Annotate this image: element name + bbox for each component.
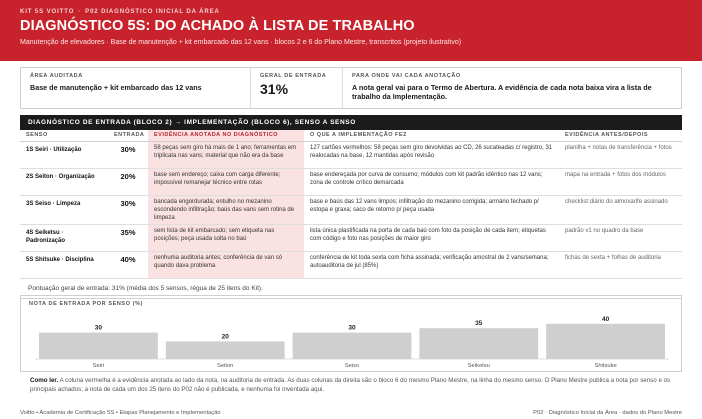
table-row [20,251,682,278]
chart-bar-seiri [39,333,158,359]
row-sense: 3S Seiso · Limpeza [20,195,108,224]
chart-category-label: Seiton [216,363,234,369]
table-row [20,224,682,251]
chart-category-label: Seiketsu [467,363,490,369]
col-implementation: O QUE A IMPLEMENTAÇÃO FEZ [304,130,559,141]
table-row [20,168,682,195]
row-implementation: 127 cartões vermelhos: 58 peças sem giro devolvidas ao CD, 26 sucateadas c/ registro, 31 realocadas na base, 12 mantidas após revisão [304,141,559,168]
row-implementation: base e baús das 12 vans limpos; infiltração do mezanino corrigida; armário fechado p/ estopa e graxa; saco de retorno p/ peça usada [304,195,559,224]
next-caption: PARA ONDE VAI CADA ANOTAÇÃO [352,73,461,79]
score-value: 31% [260,81,289,97]
chart-value-label: 30 [94,324,103,332]
next-cell [343,68,681,108]
table-header-row [20,130,682,141]
row-evidence: 58 peças sem giro há mais de 1 ano; ferramentas em triplicata nas vans; material que não era da base [148,141,304,168]
sense-table [20,130,682,279]
row-before-after: padrão v1 no quadro da base [559,224,682,251]
row-implementation: conferência de kit toda sexta com ficha assinada; verificação amostral de 2 vans/semana; autoauditoria de jul (85%) [304,251,559,278]
chart-category-label: Seiso [344,363,360,369]
chart-value-label: 20 [221,333,229,341]
row-before-after: fichas de sexta + folhas de auditoria [559,251,682,278]
chart-bar-shitsuke [546,324,665,359]
chart-bar-seiso [293,333,412,359]
chart-category-label: Shitsuke [594,363,617,369]
kit-label: KIT 5S VOITTO · P02 DIAGNÓSTICO INICIAL DA ÁREA [20,9,220,15]
row-implementation: lista única plastificada na porta de cada baú com foto da posição de cada item; etiquetas com código e foto nas posições de maior giro [304,224,559,251]
row-sense: 5S Shitsuke · Disciplina [20,251,108,278]
row-entry: 40% [108,251,148,278]
chart-category-label: Seiri [92,363,105,369]
summary-strip [20,67,682,109]
page-footer [20,410,682,416]
page-header [0,0,702,61]
area-value: Base de manutenção + kit embarcado das 12 vans [30,83,202,92]
row-evidence: base sem endereço; caixa com carga diferente; impossível remanejar técnico entre rotas [148,168,304,195]
how-to-read [30,376,680,394]
chart-svg [21,296,683,373]
row-implementation: base endereçada por curva de consumo; módulos com kit padrão idêntico nas 12 vans; zona de controle crítico demarcada [304,168,559,195]
col-before-after: EVIDÊNCIA ANTES/DEPOIS [559,130,682,141]
col-evidence: EVIDÊNCIA ANOTADA NO DIAGNÓSTICO [148,130,304,141]
kit-name: KIT 5S VOITTO [20,9,75,15]
area-caption: ÁREA AUDITADA [30,73,83,79]
row-entry: 20% [108,168,148,195]
table-row [20,195,682,224]
chart-bar-seiton [166,341,285,359]
entry-score-chart [20,295,682,372]
chart-caption: NOTA DE ENTRADA POR SENSO (%) [29,301,144,307]
chart-value-label: 40 [601,315,610,323]
table-title: DIAGNÓSTICO DE ENTRADA (BLOCO 2) → IMPLEMENTAÇÃO (BLOCO 6), SENSO A SENSO [20,115,682,130]
row-sense: 1S Seiri · Utilização [20,141,108,168]
row-evidence: sem lista de kit embarcado; sem etiqueta nas posições; peça usada solta no baú [148,224,304,251]
chart-bar-seiketsu [419,328,538,359]
sense-table-section [20,115,682,299]
row-entry: 30% [108,141,148,168]
row-sense: 2S Seiton · Organização [20,168,108,195]
row-sense: 4S Seiketsu · Padronização [20,224,108,251]
how-to-read-text: A coluna vermelha é a evidência anotada ao lado da nota, na auditoria de entrada. As duas colunas da direita são o bloco 6 do mesmo Plano Mestre, na linha do mesmo senso. O Plano Mestre publica a nota por senso e os principais achados; a nota de cada um dos 25 itens do P02 não é publicada, e nenhuma foi inventada aqui. [30,377,671,393]
next-value: A nota geral vai para o Termo de Abertura. A evidência de cada nota baixa vira a lista de trabalho da Implementação. [352,83,652,101]
doc-name: P02 DIAGNÓSTICO INICIAL DA ÁREA [85,9,220,15]
chart-value-label: 35 [475,320,483,328]
how-to-read-lead: Como ler. [30,377,59,384]
chart-value-label: 30 [348,324,356,332]
row-evidence: bancada engordurada; entulho no mezanino escondendo infiltração; baús das vans sem rotina de limpeza [148,195,304,224]
area-cell [21,68,251,108]
row-entry: 35% [108,224,148,251]
table-row [20,141,682,168]
score-cell [251,68,343,108]
col-sense: SENSO [20,130,108,141]
row-entry: 30% [108,195,148,224]
row-before-after: planilha + notas de transferência + fotos [559,141,682,168]
footer-right: P02 · Diagnóstico Inicial da Área · dados do Plano Mestre [533,410,682,416]
col-entry: ENTRADA [108,130,148,141]
row-before-after: mapa na entrada + fotos dos módulos [559,168,682,195]
page-title: DIAGNÓSTICO 5S: DO ACHADO À LISTA DE TRABALHO [20,18,415,34]
footer-left: Voitto • Academia de Certificação 5S • Etapas Planejamento e Implementação [20,410,221,416]
row-before-after: checklist diário do almoxarife assinado [559,195,682,224]
score-caption: GERAL DE ENTRADA [260,73,327,79]
page-subtitle: Manutenção de elevadores · Base de manutenção + kit embarcado das 12 vans · blocos 2 e 6 do Plano Mestre, transcritos (projeto ilustrativo) [20,39,462,46]
score-note: Pontuação geral de entrada: 31% (média dos 5 sensos, régua de 25 itens do Kit). [20,279,682,299]
row-evidence: nenhuma auditoria antes; conferência de van só quando dava problema [148,251,304,278]
